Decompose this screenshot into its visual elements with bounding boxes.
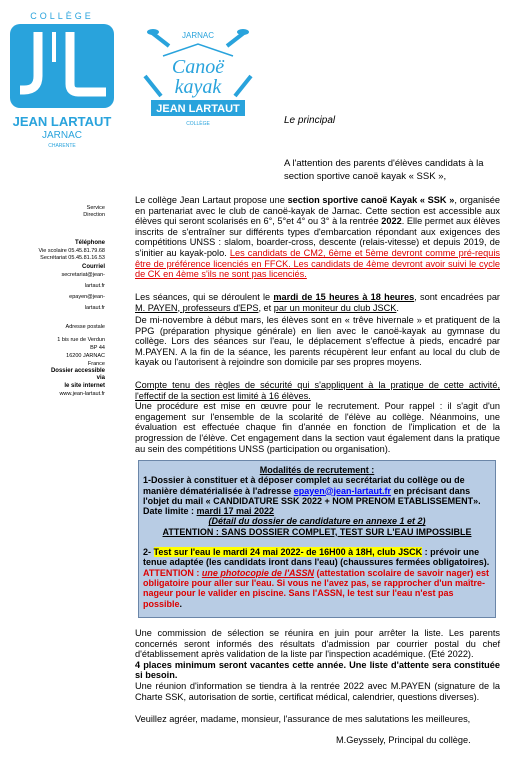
sidebar-addr-line2: BP 44: [90, 345, 105, 351]
dossier-warning: ATTENTION : SANS DOSSIER COMPLET, TEST SUR L'EAU IMPOSSIBLE: [162, 526, 472, 537]
svg-text:JARNAC: JARNAC: [181, 31, 215, 40]
svg-text:JEAN LARTAUT: JEAN LARTAUT: [156, 103, 240, 115]
svg-text:kayak: kayak: [174, 76, 222, 98]
recruitment-title: Modalités de recrutement :: [259, 465, 375, 475]
svg-text:COLLÈGE: COLLÈGE: [186, 121, 210, 127]
sidebar-adresse-title: Adresse postale: [65, 324, 105, 330]
sidebar-email-epayen-1[interactable]: epayen@jean-: [69, 294, 105, 300]
svg-text:CHARENTE: CHARENTE: [48, 143, 76, 149]
step-1-dossier: 1-Dossier à constituer et à déposer complet au secrétariat du collège ou de manière dématérialisée à l'adresse epayen@jean-lartaut.fr en précisant dans l'objet du mail « CANDIDATURE SSK 2022 + NOM PRENOM ETABLISSEMENT».: [143, 475, 481, 506]
sidebar-service: Service: [86, 205, 105, 211]
step-2-test: 2- Test sur l'eau le mardi 24 mai 2022- de 16H00 à 18H, club JSCK : prévoir une tenue adaptée (les candidats iront dans l'eau) (chaussures fermées obligatoires). ATTENTION : une photocopie de l'ASSN (attestation scolaire de savoir nager) est obligatoire pour aller sur l'eau. Si vous ne l'avez pas, se rapprocher d'un maître-nageur pour le valider en piscine. Sans l'ASSN, le test sur l'eau n'est pas possible.: [143, 547, 490, 609]
paragraph-commission: Une commission de sélection se réunira en juin pour arrêter la liste. Les parents concernés seront informés des résultats d'admission par courrier postal du chef d'établissement après validation de la liste par l'inspection académique. (Eté 2022). 4 places minimum seront vacantes cette année. Une liste d'attente sera constituée si besoin. Une réunion d'information se tiendra à la rentrée 2022 avec M.PAYEN (signature de la Charte SSK, autorisation de sortie, certificat médical, calendrier, questions diverses).: [135, 628, 500, 702]
sidebar-phone-secretariat: Secrétariat 05.45.81.16.53: [40, 255, 105, 261]
date-limite: Date limite : mardi 17 mai 2022: [143, 506, 275, 517]
candidature-email-link[interactable]: epayen@jean-lartaut.fr: [293, 485, 392, 496]
sidebar-telephone-title: Téléphone: [74, 240, 105, 246]
principal-heading: Le principal: [284, 115, 336, 126]
svg-text:JARNAC: JARNAC: [41, 130, 83, 141]
paragraph-securite: Compte tenu des règles de sécurité qui s'appliquent à la pratique de cette activité, l'effectif de la section est limité à 16 élèves. Une procédure est mise en œuvre pour le recrutement. Pour rappel : il s'agit d'un engagement sur l'ensemble de la scolarité de l'élève au collège. Néanmoins, une évaluation est effectuée chaque fin d'année en fonction de l'implication et de la progression de l'élève. Cet engagement dans la section vaut également dans la pratique au sein des compétitions UNSS (participation ou organisation).: [135, 380, 500, 454]
sidebar-site-title: le site internet: [64, 383, 105, 389]
canoe-kayak-logo: [143, 26, 253, 132]
sidebar-direction: Direction: [83, 212, 105, 218]
sidebar-phone-vie-scolaire: Vie scolaire 05.45.81.79.68: [38, 248, 105, 254]
recruitment-box: [138, 460, 496, 618]
sidebar-dossier-line2: via: [96, 375, 105, 381]
recipient-address: A l'attention des parents d'élèves candidats à la section sportive canoë kayak « SSK »,: [284, 158, 484, 182]
paragraph-seances: Les séances, qui se déroulent le mardi de 15 heures à 18 heures, sont encadrées par M. PAYEN, professeurs d'EPS, et par un moniteur du club JSCK.: [135, 292, 500, 313]
svg-text:COLLÈGE: COLLÈGE: [30, 11, 94, 21]
sidebar-courriel-title: Courriel: [81, 264, 105, 270]
sidebar-addr-line3: 16200 JARNAC: [66, 353, 105, 359]
sidebar-addr-line1: 1 bis rue de Verdun: [57, 337, 105, 343]
sidebar-email-epayen-2[interactable]: lartaut.fr: [84, 305, 105, 311]
svg-text:JEAN LARTAUT: JEAN LARTAUT: [12, 114, 112, 129]
sidebar-dossier-line1: Dossier accessible: [50, 368, 105, 374]
sidebar-site-url[interactable]: www.jean-lartaut.fr: [59, 391, 105, 397]
sidebar-email-secretariat-1[interactable]: secretariat@jean-: [61, 272, 105, 278]
closing-formula: Veuillez agréer, madame, monsieur, l'assurance de mes salutations les meilleures,: [135, 714, 471, 724]
paragraph-intro: Le collège Jean Lartaut propose une section sportive canoë Kayak « SSK », organisée en partenariat avec le club de canoë-kayak de Jarnac. Cette section est accessible aux élèves qui seront scolarisés en 6°, 5°et 4° ou 3° à la rentrée 2022. Elle permet aux élèves inscrits de s'entraîner sur différents types d'embarcation répondant aux exigences des compétitions UNSS : slalom, boarder-cross, descente (relais-vitesse) et depuis 2019, de s'initier au kayak-polo. Les candidats de CM2, 6ème et 5ème devront comme pré-requis être de préférence licenciés en FFCK. Les candidats de 4ème devront avoir suivi le cycle de CK en 4ème s'ils ne sont pas licenciés.: [135, 195, 500, 280]
dossier-detail-note: (Détail du dossier de candidature en annexe 1 et 2): [208, 516, 426, 527]
paragraph-treve: De mi-novembre à début mars, les élèves sont en « trêve hivernale » et pratiquent de la PPG (préparation physique générale) en lien avec le canoë-kayak au gymnase du collège. Lors des séances sur l'eau, le déplacement s'effectue à pieds, encadré par M.PAYEN. A la fin de la séance, les parents récupèrent leur enfant au local du club de kayak ou l'autorisent à rejoindre son domicile par ses propres moyens.: [135, 315, 500, 368]
college-jean-lartaut-logo: [8, 10, 116, 150]
sidebar-email-secretariat-2[interactable]: lartaut.fr: [84, 283, 105, 289]
sidebar-addr-line4: France: [87, 361, 105, 367]
signature: M.Geyssely, Principal du collège.: [336, 735, 471, 745]
svg-text:Canoë: Canoë: [171, 56, 225, 78]
prerequisite-note: Les candidats de CM2, 6ème et 5ème devront comme pré-requis être de préférence licenciés en FFCK. Les candidats de 4ème devront avoir suivi le cycle de CK en 4ème s'ils ne sont pas licenciés.: [135, 247, 500, 280]
